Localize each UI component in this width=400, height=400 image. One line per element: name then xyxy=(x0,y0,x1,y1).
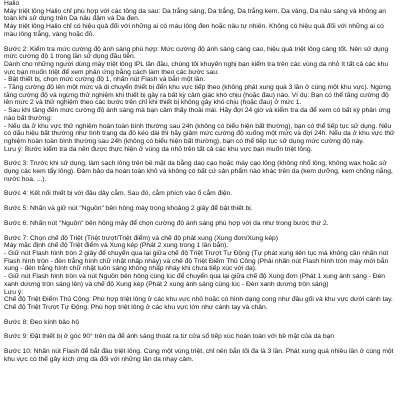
document-paragraph: Máy mặc định chế độ Triệt điểm và Xung kép (Phát 2 xung trong 1 lần bắn). xyxy=(4,242,229,250)
document-paragraph: - Sau khi tăng đến mức cường độ ánh sáng mà bạn cảm thấy thoải mái. Hãy đợi 24 giờ và kiểm tra da để xem có bất kỳ phản ứng nào bất thường: xyxy=(4,107,391,122)
document-paragraph: Dành cho những người dùng máy triệt lông IPL lần đầu, chúng tôi khuyến nghị bạn kiểm tra trên các vùng da nhỏ ít tất cả các khu vực bạn muốn triệt để xem phản ứng bằng cách làm theo các bước sau: xyxy=(4,60,389,76)
document-paragraph: Bước 9: Đặt thiết bị ở góc 90° trên da để ánh sáng thoát ra từ cửa sổ tiếp xúc hoàn toàn với bề mặt của da bạn xyxy=(4,333,335,341)
document-paragraph: Halio xyxy=(4,0,20,7)
document-paragraph: Chế độ Triệt Trượt Tự Động: Phù hợp triệt lông ở các khu vực lớn như cánh tay và chân. xyxy=(4,303,268,311)
document-paragraph: Máy triệt lông Halio chỉ có hiệu quả đối với những ai có màu lông đen hoặc nâu tự nhiên. Không có hiệu quả đối với những ai có màu lông trắng, vàng hoặc đỏ. xyxy=(4,23,384,38)
document-paragraph: - Giữ nút Flash hình tròn và nút Nguồn bên hông cùng lúc để chuyển qua lại giữa chế độ Xung đơn (Phát 1 xung ánh sáng - Đèn xanh dương tròn sáng lên) và chế độ Xung kép (Phát 2 xung ánh sáng cùng lúc - Đèn xanh dương tròn sáng) xyxy=(4,273,386,288)
document-paragraph: - Nếu da ở khu vực thử nghiệm hoàn toàn bình thường sau 24h (không có biểu hiện bất thường), bạn có thể tiếp tục sử dụng. Nếu có dấu hiệu bất thường như tình trạng da đỏ kéo dài thì hãy giảm mức cường độ xuống một mức và đợi 24h. Nếu da ở khu vực thử nghiệm hoàn toàn bình thường sau 24h (không có biểu hiện bất thường), bạn có thể tiếp tục sử dụng mức cường độ này. xyxy=(4,122,395,145)
document-paragraph: Lưu ý: Bước kiểm tra da nên được thực hiện ở vùng da nhỏ trên tất cả các khu vực bạn muốn triệt lông. xyxy=(4,145,313,153)
document-paragraph: Lưu ý: xyxy=(4,288,23,296)
document-paragraph: Bước 6: Nhấn nút "Nguồn" bên hông máy để chọn cường độ ánh sáng phù hợp với da như trong bước thứ 2. xyxy=(4,219,329,227)
document-paragraph: Bước 4: Kết nối thiết bị với đầu dây cắm. Sau đó, cắm phích vào ổ cắm điện. xyxy=(4,190,233,198)
document-paragraph: - Giữ nút Flash hình tròn 2 giây để chuyển qua lại giữa chế độ Triệt Trượt Tự Động (Tự phát xung liên tục mà không cần nhấn nút Flash hình tròn - đèn trắng hình chữ nhật nhấp nháy) và chế độ Triệt Điểm Thủ Công (Phải nhấn nút Flash hình tròn mày mới bắn xung - đèn trắng hình chữ nhật luôn sáng không nhấp nháy khi chưa tiếp xúc với da). xyxy=(4,249,389,273)
document-paragraph: - Bật thiết bị, chọn mức cường độ 1, nhấn nút Flash và bắn một lần. xyxy=(4,76,206,84)
document-paragraph: Bước 3: Trước khi sử dụng, làm sạch lông trên bề mặt da bằng dao cạo hoặc máy cạo lông (không nhổ lông, không wax hoặc sử dụng các kem tẩy lông). Đảm bảo da hoàn toàn khô và không có bất cứ sản phẩm nào khác trên da (kem dưỡng, kem chống nắng, nước hoa, ...). xyxy=(4,160,393,183)
document-paragraph: Bước 2: Kiểm tra mức cường độ ánh sáng phù hợp: Mức cường độ ánh sáng càng cao, hiệu quả triệt lông càng tốt. Nên sử dụng mức cường độ 1 trong lần sử dụng đầu tiên. xyxy=(4,45,389,61)
document-paragraph: - Tăng cường độ lên một mức và di chuyển thiết bị đến khu vực tiếp theo (không phát xung quá 3 lần ở cùng một khu vực). Ngừng tăng cường độ và ngừng thử nghiệm khi thiết bị gây ra bất kỳ cảm giác khó chịu (hoặc đau) nào. Ví dụ: Bạn có thể tăng cường độ lên mức 2 và thử nghiệm theo các bước trên chỉ khi thiết bị không gây khó chịu (hoặc đau) ở mức 1. xyxy=(4,84,391,107)
document-paragraph: Bước 10: Nhấn nút Flash để bắt đầu triệt lông. Cùng một vùng triệt, chỉ nên bắn tối đa là 3 lần. Phát xung quá nhiều lần ở cùng một khu vực có thể gây kích ứng da đối với những lần da nhạy cảm. xyxy=(4,348,394,363)
document-paragraph: Máy triệt lông Halio chỉ phù hợp với các tông da sau: Da trắng sáng, Da trắng, Da trắng kem, Da vàng, Da nâu sáng và không an toàn khi sử dụng trên Da nâu đậm và Da đen. xyxy=(4,7,387,23)
document-paragraph: Bước 5: Nhấn và giữ nút "Nguồn" bên hông máy trong khoảng 2 giây để bật thiết bị. xyxy=(4,205,253,213)
document-paragraph: Bước 8: Đeo kính bảo hộ xyxy=(4,318,80,326)
document-paragraph: Bước 7: Chọn chế độ Triệt (Triệt trượt/Triệt điểm) và chế độ phát xung (Xung đơn/Xung kép) xyxy=(4,234,279,242)
document-paragraph: Chế độ Triệt Điểm Thủ Công: Phù hợp triệt lông ở các khu vực nhỏ hoặc có hình dạng cong như đầu gối và khu vực dưới cánh tay. xyxy=(4,296,393,304)
